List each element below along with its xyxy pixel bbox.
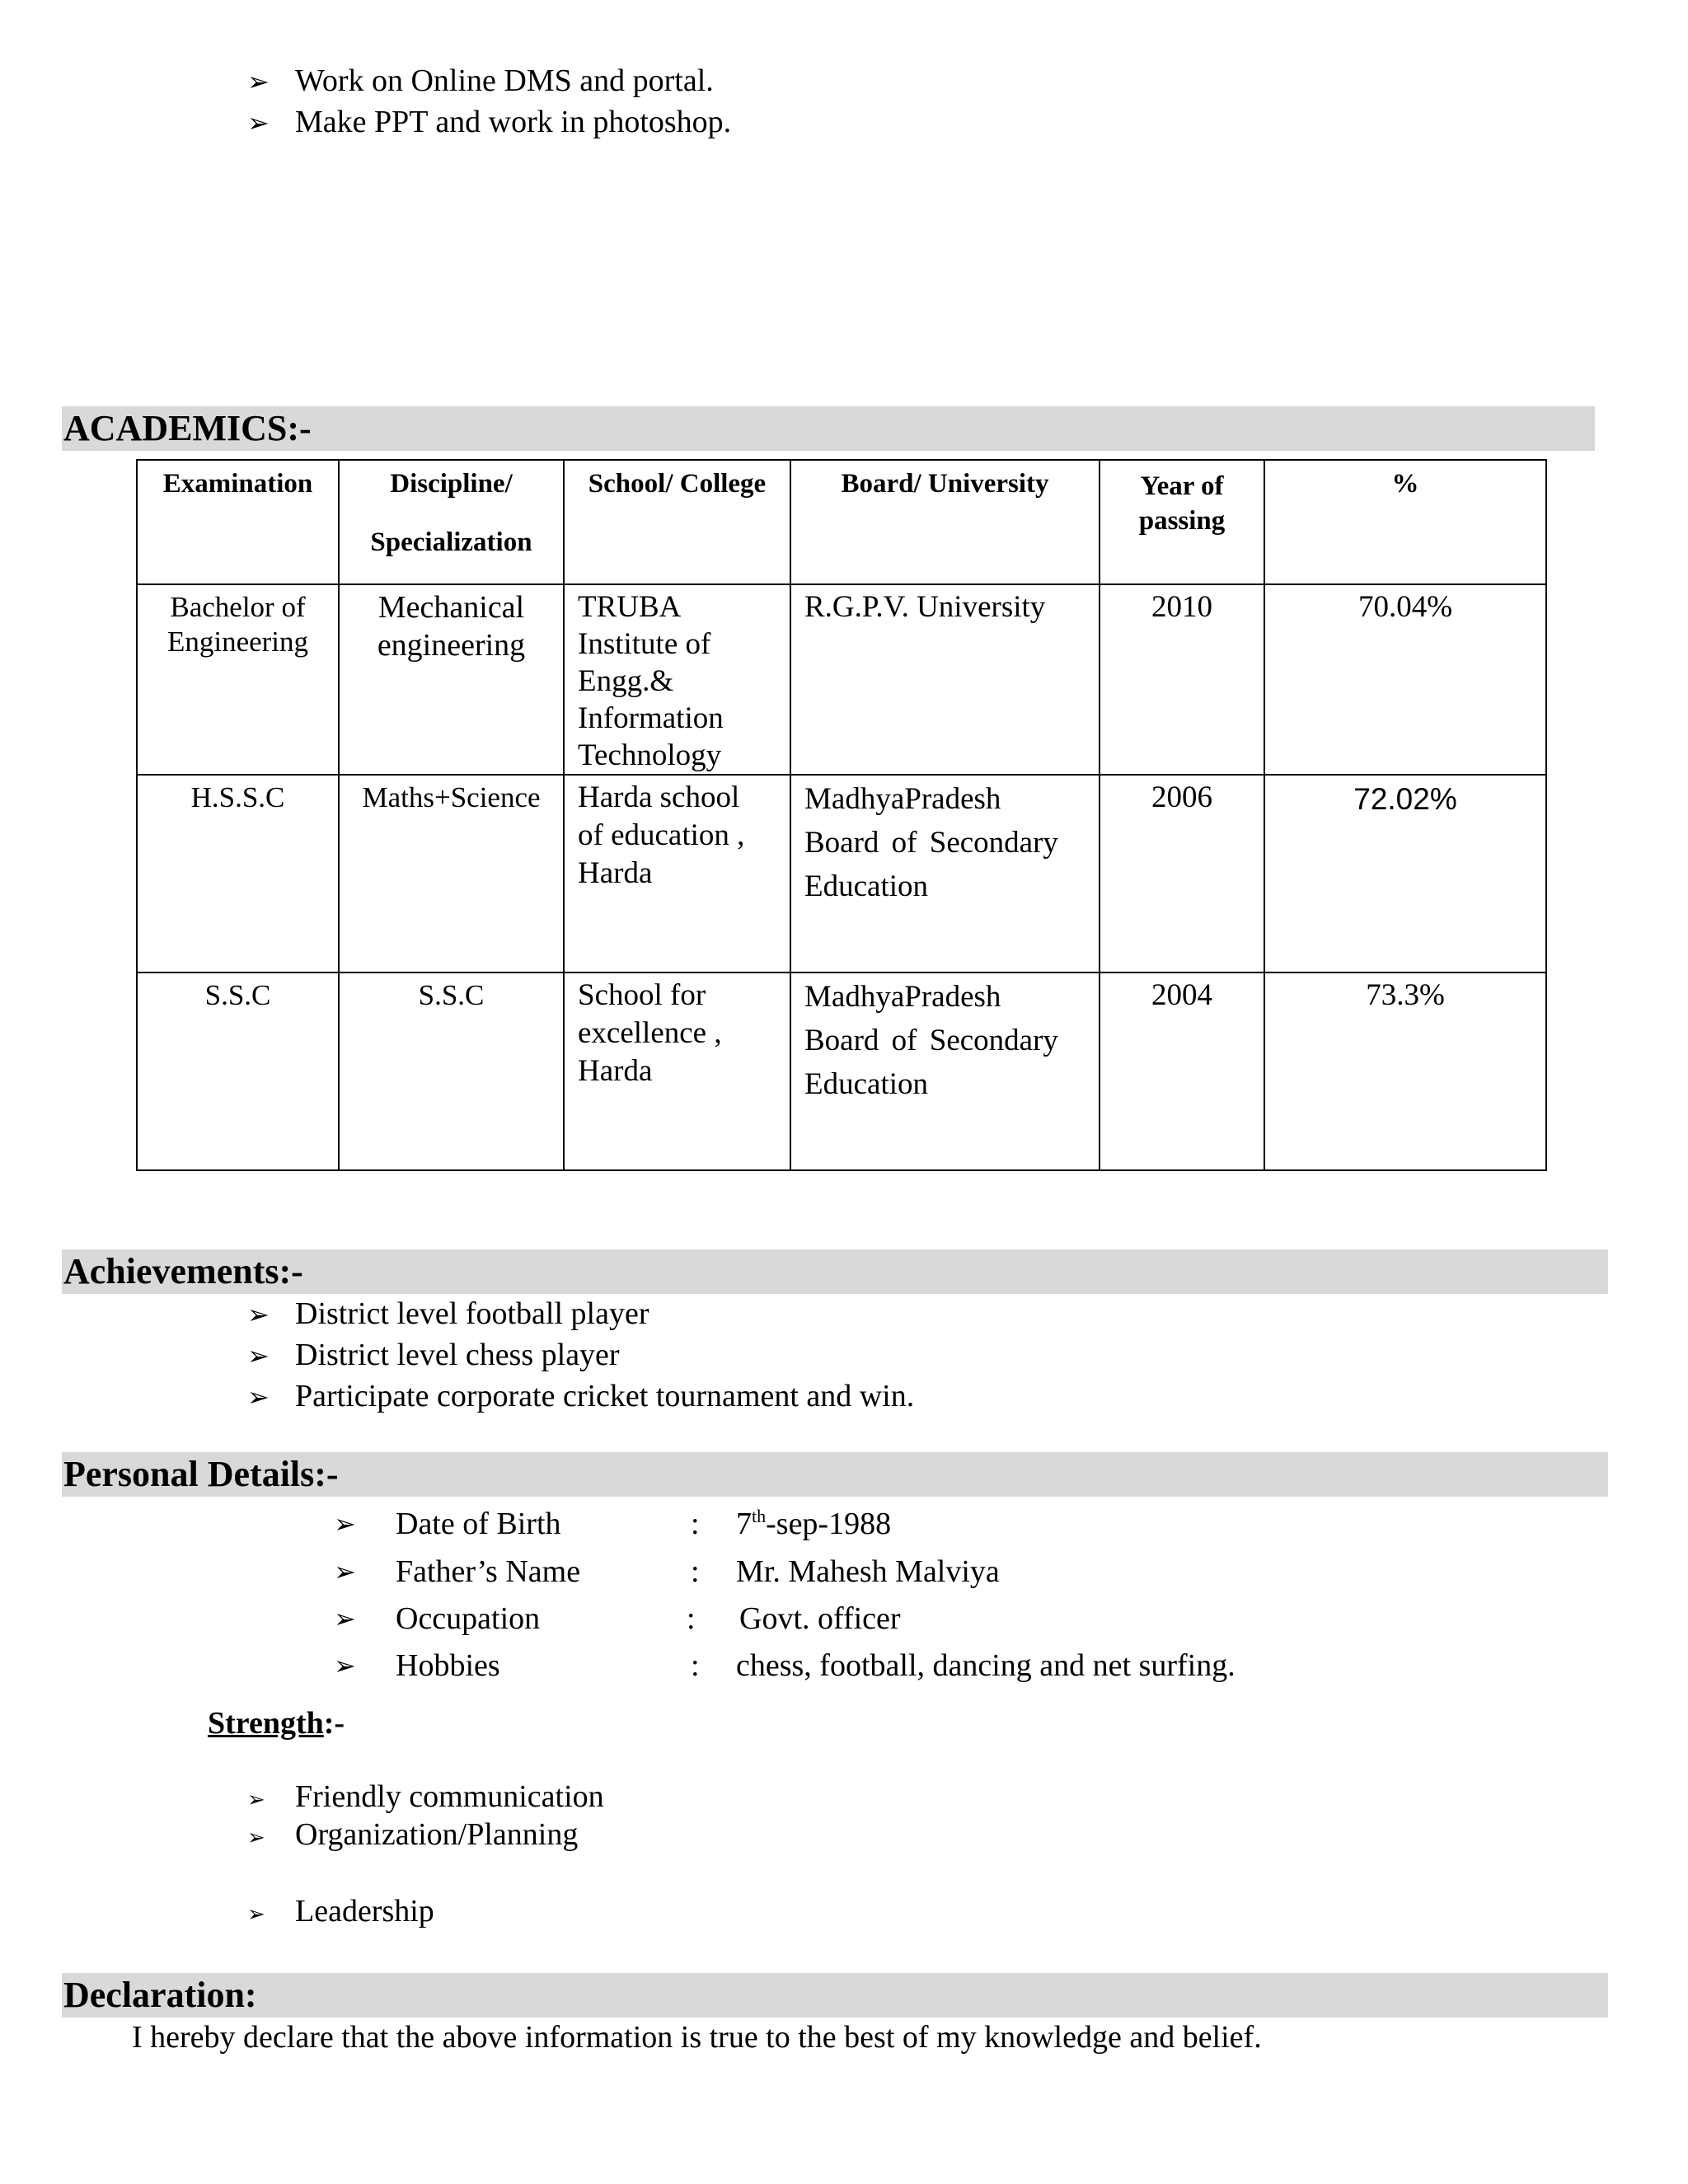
strength-heading: Strength:- <box>208 1706 345 1741</box>
cell-school: TRUBA Institute of Engg.& Information Technology <box>564 584 790 775</box>
cell-year: 2006 <box>1100 775 1264 972</box>
list-item: ➢ District level chess player <box>247 1335 620 1376</box>
cell-school: Harda school of education , Harda <box>564 775 790 972</box>
field-value: 7th-sep-1988 <box>736 1506 892 1541</box>
arrow-bullet-icon: ➢ <box>247 1299 270 1330</box>
arrow-bullet-icon: ➢ <box>247 1788 265 1812</box>
declaration-heading: Declaration: <box>62 1973 1608 2018</box>
field-separator: : <box>687 1601 696 1636</box>
field-value: chess, football, dancing and net surfing. <box>736 1648 1236 1683</box>
col-header-examination: Examination <box>137 460 339 584</box>
list-item: ➢ Leadership <box>247 1891 434 1934</box>
academics-table <box>136 459 1547 1171</box>
table-row <box>137 584 1546 775</box>
cell-board: R.G.P.V. University <box>790 584 1100 775</box>
col-header-school: School/ College <box>564 460 790 584</box>
cell-board: MadhyaPradesh Board of Secondary Education <box>790 775 1100 972</box>
col-header-year: Year of passing <box>1100 460 1264 584</box>
field-label: Hobbies <box>396 1648 500 1683</box>
cell-year: 2004 <box>1100 972 1264 1170</box>
field-separator: : <box>691 1648 700 1683</box>
cell-discipline: Maths+Science <box>339 775 564 972</box>
table-header-row <box>137 460 1546 584</box>
cell-exam: S.S.C <box>137 972 339 1170</box>
list-item: ➢ Work on Online DMS and portal. <box>247 61 714 101</box>
academics-heading: ACADEMICS:- <box>62 406 1595 451</box>
cell-board: MadhyaPradesh Board of Secondary Education <box>790 972 1100 1170</box>
cell-school: School for excellence , Harda <box>564 972 790 1170</box>
field-value: Govt. officer <box>739 1601 901 1636</box>
col-header-board: Board/ University <box>790 460 1100 584</box>
list-item: ➢ Organization/Planning <box>247 1815 578 1858</box>
field-label: Father’s Name <box>396 1554 581 1589</box>
arrow-bullet-icon: ➢ <box>334 1556 356 1587</box>
arrow-bullet-icon: ➢ <box>247 1902 265 1927</box>
cell-percent: 73.3% <box>1264 972 1546 1170</box>
cell-year: 2010 <box>1100 584 1264 775</box>
arrow-bullet-icon: ➢ <box>334 1650 356 1681</box>
table-row <box>137 775 1546 972</box>
arrow-bullet-icon: ➢ <box>247 1381 270 1413</box>
cell-exam: H.S.S.C <box>137 775 339 972</box>
personal-details-heading: Personal Details:- <box>62 1452 1608 1497</box>
cell-exam: Bachelor of Engineering <box>137 584 339 775</box>
arrow-bullet-icon: ➢ <box>247 1825 265 1850</box>
arrow-bullet-icon: ➢ <box>247 66 270 97</box>
list-item: ➢ Make PPT and work in photoshop. <box>247 102 731 143</box>
cell-discipline: Mechanical engineering <box>339 584 564 775</box>
arrow-bullet-icon: ➢ <box>247 107 270 138</box>
list-item: ➢ Participate corporate cricket tournament and win. <box>247 1376 914 1417</box>
achievements-heading: Achievements:- <box>62 1249 1608 1294</box>
arrow-bullet-icon: ➢ <box>334 1508 356 1540</box>
col-header-discipline: Discipline/ Specialization <box>339 460 564 584</box>
arrow-bullet-icon: ➢ <box>247 1340 270 1371</box>
col-header-percent: % <box>1264 460 1546 584</box>
list-item: ➢ Friendly communication <box>247 1777 604 1820</box>
declaration-text: I hereby declare that the above information is true to the best of my knowledge and belief. <box>132 2020 1262 2055</box>
field-separator: : <box>691 1554 700 1589</box>
cell-percent: 72.02% <box>1264 775 1546 972</box>
field-separator: : <box>691 1507 700 1541</box>
cell-discipline: S.S.C <box>339 972 564 1170</box>
field-label: Date of Birth <box>396 1507 561 1541</box>
table-row <box>137 972 1546 1170</box>
field-value: Mr. Mahesh Malviya <box>736 1554 1000 1589</box>
arrow-bullet-icon: ➢ <box>334 1603 356 1634</box>
cell-percent: 70.04% <box>1264 584 1546 775</box>
field-label: Occupation <box>396 1601 541 1636</box>
list-item: ➢ District level football player <box>247 1294 649 1334</box>
